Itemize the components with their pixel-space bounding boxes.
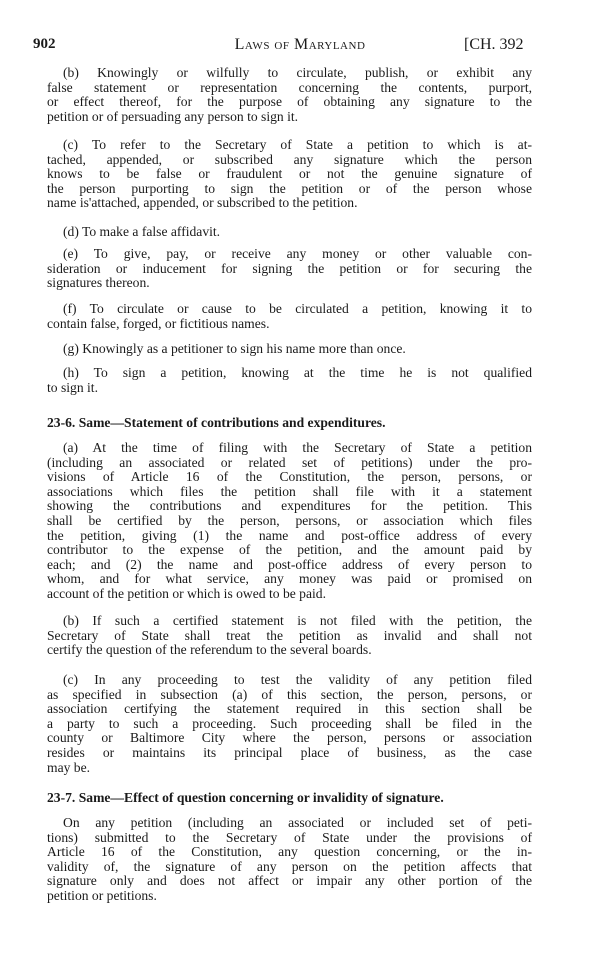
running-title: Laws of Maryland <box>234 36 366 53</box>
paragraph <box>47 366 532 395</box>
section-heading <box>47 416 532 431</box>
text-line: (c) To refer to the Secretary of State a petition to which is at- <box>63 137 532 152</box>
text-line: (b) If such a certified statement is not filed with the petition, the <box>63 613 532 628</box>
text-line: 23-6. Same—Statement of contributions and expenditures. <box>47 415 386 430</box>
paragraph <box>47 441 532 602</box>
text-line: as specified in subsection (a) of this section, the person, persons, or <box>47 686 532 702</box>
text-line: association certifying the statement required in this section shall be <box>47 701 532 717</box>
text-line: signatures thereon. <box>47 275 150 291</box>
text-line: resides or maintains its principal place of business, as the case <box>47 744 532 760</box>
text-line: signature only and does not affect or impair any other portion of the <box>47 873 532 889</box>
text-line: associations which files the petition shall file with it a statement <box>47 483 532 499</box>
text-line: may be. <box>47 759 91 775</box>
paragraph <box>47 816 532 904</box>
text-line: the petition, giving (1) the name and post-office address of every <box>47 527 532 543</box>
text-line: to sign it. <box>47 379 98 395</box>
text-line: certify the question of the referendum to the several boards. <box>47 642 372 658</box>
paragraph <box>47 302 532 331</box>
text-line: 23-7. Same—Effect of question concerning or invalidity of signature. <box>47 790 444 805</box>
text-line: knows to be false or fraudulent or not the genuine signature of <box>47 166 532 182</box>
text-line: (g) Knowingly as a petitioner to sign his name more than once. <box>63 341 406 356</box>
text-line: sideration or inducement for signing the petition or for securing the <box>47 260 532 276</box>
text-line: tions) submitted to the Secretary of State under the provisions of <box>47 829 532 845</box>
text-line: tached, appended, or subscribed any signature which the person <box>47 151 532 167</box>
chapter-label: [CH. 392 <box>464 36 524 53</box>
text-line: petition or petitions. <box>47 887 157 903</box>
paragraph <box>47 247 532 291</box>
text-line: (a) At the time of filing with the Secretary of State a petition <box>63 440 532 455</box>
text-line: (h) To sign a petition, knowing at the time he is not qualified <box>63 365 532 380</box>
text-line: Article 16 of the Constitution, any question concerning, or the in- <box>47 844 532 860</box>
section-heading <box>47 791 532 806</box>
text-line: the person purporting to sign the petition or of the person whose <box>47 180 532 196</box>
text-line: shall be certified by the person, persons, or association which files <box>47 512 532 528</box>
text-line: name is'attached, appended, or subscribed to the petition. <box>47 195 358 211</box>
paragraph <box>47 342 532 357</box>
text-line: or effect thereof, for the purpose of obtaining any signature to the <box>47 94 532 110</box>
text-line: petition or of persuading any person to sign it. <box>47 108 299 124</box>
text-line: account of the petition or which is owed to be paid. <box>47 585 326 601</box>
paragraph <box>47 138 532 211</box>
paragraph <box>47 614 532 658</box>
paragraph <box>47 225 532 240</box>
text-line: county or Baltimore City where the person, persons or association <box>47 730 532 746</box>
text-line: whom, and for what service, any money was paid or promised on <box>47 571 532 587</box>
text-line: showing the contributions and expenditures for the petition. This <box>47 498 532 514</box>
text-line: (e) To give, pay, or receive any money or other valuable con- <box>63 246 532 261</box>
text-line: false statement or representation concerning the contents, purport, <box>47 79 532 95</box>
text-line: Secretary of State shall treat the petition as invalid and shall not <box>47 627 532 643</box>
text-line: (b) Knowingly or wilfully to circulate, publish, or exhibit any <box>63 65 532 80</box>
text-line: contributor to the expense of the petition, and the amount paid by <box>47 542 532 558</box>
text-line: (including an associated or related set of petitions) under the pro- <box>47 454 532 470</box>
text-line: visions of Article 16 of the Constitution, the person, persons, or <box>47 469 532 485</box>
paragraph <box>47 66 532 124</box>
text-line: On any petition (including an associated or included set of peti- <box>63 815 532 830</box>
text-line: contain false, forged, or fictitious names. <box>47 315 270 331</box>
text-line: (f) To circulate or cause to be circulated a petition, knowing it to <box>63 301 532 316</box>
text-line: (c) In any proceeding to test the validity of any petition filed <box>63 672 532 687</box>
text-line: validity of, the signature of any person on the petition affects that <box>47 858 532 874</box>
paragraph <box>47 673 532 775</box>
text-line: (d) To make a false affidavit. <box>63 224 221 239</box>
page-number: 902 <box>33 36 56 52</box>
text-line: each; and (2) the name and post-office address of every person to <box>47 556 532 572</box>
text-line: a party to such a proceeding. Such proceeding shall be filed in the <box>47 715 532 731</box>
